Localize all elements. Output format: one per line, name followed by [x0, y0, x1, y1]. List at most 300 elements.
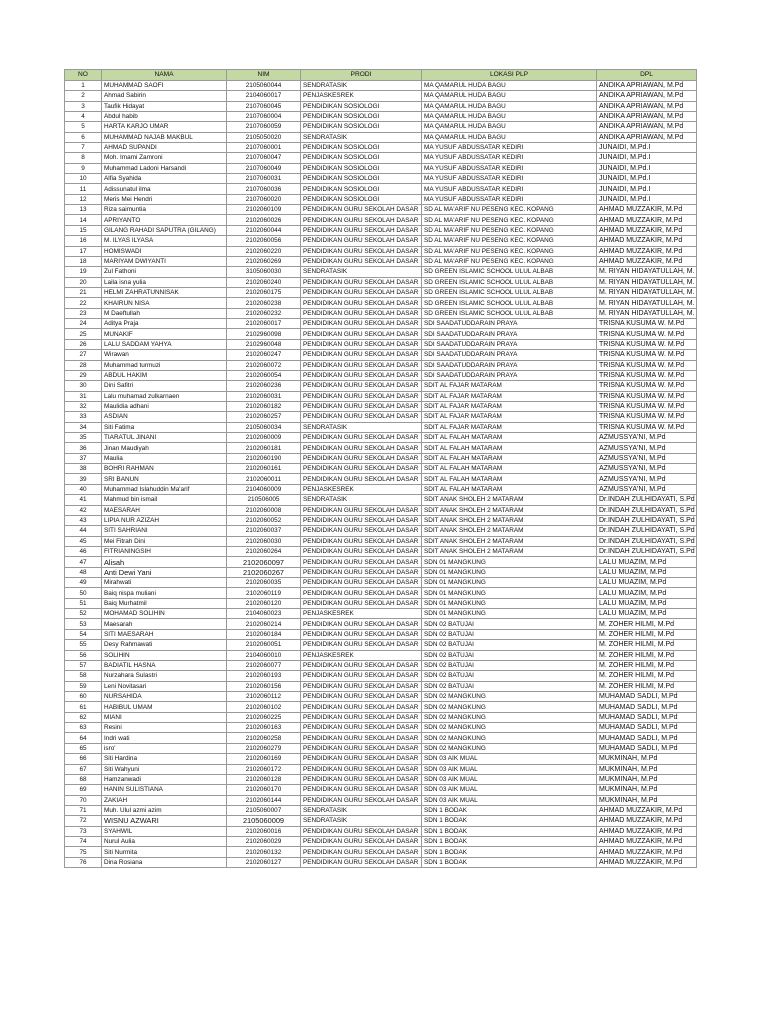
- cell-nama[interactable]: SYAHWIL: [102, 826, 227, 836]
- cell-lokasi-plp[interactable]: SD AL MA'ARIF NU PESENG KEC. KOPANG: [422, 225, 597, 235]
- cell-nama[interactable]: Siti Hardina: [102, 754, 227, 764]
- cell-lokasi-plp[interactable]: SDI SAADATUDDARAIN PRAYA: [422, 329, 597, 339]
- cell-nama[interactable]: WISNU AZWARI: [102, 816, 227, 826]
- cell-dpl[interactable]: M. RIYAN HIDAYATULLAH, M.: [597, 308, 697, 318]
- cell-nim[interactable]: 2104060017: [227, 91, 301, 101]
- cell-nim[interactable]: 2102060232: [227, 308, 301, 318]
- cell-nama[interactable]: Baiq nispa muliani: [102, 588, 227, 598]
- cell-no[interactable]: 69: [65, 785, 102, 795]
- cell-dpl[interactable]: M. ZOHER HILMI, M.Pd: [597, 660, 697, 670]
- cell-nim[interactable]: 3105060030: [227, 267, 301, 277]
- cell-nim[interactable]: 2102060128: [227, 774, 301, 784]
- cell-prodi[interactable]: PENDIDIKAN GURU SEKOLAH DASAR: [301, 567, 422, 577]
- cell-nama[interactable]: Mirahwati: [102, 578, 227, 588]
- cell-nama[interactable]: SITI SAHRIANI: [102, 526, 227, 536]
- cell-prodi[interactable]: PENDIDIKAN SOSIOLOGI: [301, 153, 422, 163]
- cell-nama[interactable]: Riza saimuntia: [102, 205, 227, 215]
- header-nama[interactable]: NAMA: [102, 70, 227, 81]
- cell-lokasi-plp[interactable]: SD AL MA'ARIF NU PESENG KEC. KOPANG: [422, 246, 597, 256]
- cell-no[interactable]: 6: [65, 132, 102, 142]
- cell-lokasi-plp[interactable]: SDIT AL FALAH MATARAM: [422, 433, 597, 443]
- cell-no[interactable]: 71: [65, 805, 102, 815]
- header-no[interactable]: NO: [65, 70, 102, 81]
- cell-nim[interactable]: 2102060009: [227, 433, 301, 443]
- cell-prodi[interactable]: SENDRATASIK: [301, 816, 422, 826]
- cell-prodi[interactable]: PENDIDIKAN GURU SEKOLAH DASAR: [301, 629, 422, 639]
- cell-dpl[interactable]: TRISNA KUSUMA W. M.Pd: [597, 329, 697, 339]
- cell-nim[interactable]: 2102060054: [227, 370, 301, 380]
- cell-nim[interactable]: 2102060102: [227, 702, 301, 712]
- cell-dpl[interactable]: M. ZOHER HILMI, M.Pd: [597, 681, 697, 691]
- cell-lokasi-plp[interactable]: SDN 1 BODAK: [422, 826, 597, 836]
- cell-no[interactable]: 72: [65, 816, 102, 826]
- cell-nama[interactable]: Muhammad turmuzi: [102, 360, 227, 370]
- cell-nama[interactable]: Moh. Imami Zamroni: [102, 153, 227, 163]
- cell-lokasi-plp[interactable]: SDN 01 MANGKUNG: [422, 567, 597, 577]
- cell-nim[interactable]: 2102060238: [227, 298, 301, 308]
- cell-nama[interactable]: AHMAD SUPANDI: [102, 142, 227, 152]
- cell-no[interactable]: 70: [65, 795, 102, 805]
- cell-nim[interactable]: 2102060077: [227, 660, 301, 670]
- cell-nama[interactable]: ZAKIAH: [102, 795, 227, 805]
- cell-lokasi-plp[interactable]: SDIT ANAK SHOLEH 2 MATARAM: [422, 536, 597, 546]
- cell-lokasi-plp[interactable]: SDN 1 BODAK: [422, 847, 597, 857]
- cell-nim[interactable]: 2107060059: [227, 122, 301, 132]
- cell-nama[interactable]: Desy Rahmawati: [102, 640, 227, 650]
- cell-nim[interactable]: 2105060009: [227, 816, 301, 826]
- cell-prodi[interactable]: PENDIDIKAN GURU SEKOLAH DASAR: [301, 671, 422, 681]
- cell-dpl[interactable]: M. ZOHER HILMI, M.Pd: [597, 619, 697, 629]
- cell-prodi[interactable]: PENDIDIKAN GURU SEKOLAH DASAR: [301, 360, 422, 370]
- cell-nim[interactable]: 2102060264: [227, 546, 301, 556]
- cell-prodi[interactable]: PENDIDIKAN GURU SEKOLAH DASAR: [301, 370, 422, 380]
- cell-no[interactable]: 60: [65, 692, 102, 702]
- cell-nama[interactable]: Alisah: [102, 557, 227, 567]
- cell-dpl[interactable]: ANDIKA APRIAWAN, M.Pd: [597, 111, 697, 121]
- cell-nim[interactable]: 2102060279: [227, 743, 301, 753]
- cell-nama[interactable]: HELMI ZAHRATUNNISAK: [102, 287, 227, 297]
- cell-nama[interactable]: Dini Safitri: [102, 381, 227, 391]
- cell-prodi[interactable]: PENDIDIKAN GURU SEKOLAH DASAR: [301, 785, 422, 795]
- cell-prodi[interactable]: PENJASKESREK: [301, 609, 422, 619]
- cell-nama[interactable]: HARTA KARJO UMAR: [102, 122, 227, 132]
- cell-prodi[interactable]: PENDIDIKAN GURU SEKOLAH DASAR: [301, 536, 422, 546]
- cell-dpl[interactable]: MUHAMAD SADLI, M.Pd: [597, 723, 697, 733]
- cell-no[interactable]: 14: [65, 215, 102, 225]
- cell-nim[interactable]: 2102060030: [227, 536, 301, 546]
- cell-lokasi-plp[interactable]: SDN 1 BODAK: [422, 816, 597, 826]
- cell-dpl[interactable]: M. RIYAN HIDAYATULLAH, M.: [597, 267, 697, 277]
- cell-dpl[interactable]: M. ZOHER HILMI, M.Pd: [597, 650, 697, 660]
- cell-nama[interactable]: Nurul Aulia: [102, 837, 227, 847]
- cell-dpl[interactable]: Dr.INDAH ZULHIDAYATI, S.Pd: [597, 505, 697, 515]
- cell-dpl[interactable]: AHMAD MUZZAKIR, M.Pd: [597, 816, 697, 826]
- cell-dpl[interactable]: Dr.INDAH ZULHIDAYATI, S.Pd: [597, 526, 697, 536]
- cell-dpl[interactable]: AZMUSSYA'NI, M.Pd: [597, 474, 697, 484]
- cell-nim[interactable]: 2104060023: [227, 609, 301, 619]
- header-prodi[interactable]: PRODI: [301, 70, 422, 81]
- cell-prodi[interactable]: PENDIDIKAN GURU SEKOLAH DASAR: [301, 857, 422, 867]
- cell-lokasi-plp[interactable]: SDN 1 BODAK: [422, 837, 597, 847]
- cell-no[interactable]: 46: [65, 546, 102, 556]
- cell-lokasi-plp[interactable]: SDIT AL FAJAR MATARAM: [422, 412, 597, 422]
- cell-dpl[interactable]: ANDIKA APRIAWAN, M.Pd: [597, 132, 697, 142]
- cell-no[interactable]: 8: [65, 153, 102, 163]
- cell-nim[interactable]: 2102060169: [227, 754, 301, 764]
- cell-lokasi-plp[interactable]: SDN 03 AIK MUAL: [422, 795, 597, 805]
- cell-no[interactable]: 73: [65, 826, 102, 836]
- cell-nama[interactable]: MUHAMMAD SAOFI: [102, 80, 227, 90]
- cell-nama[interactable]: TIARATUL JINANI: [102, 433, 227, 443]
- cell-nama[interactable]: Muhammad Islahuddin Ma'arif: [102, 484, 227, 494]
- cell-no[interactable]: 67: [65, 764, 102, 774]
- cell-dpl[interactable]: M. ZOHER HILMI, M.Pd: [597, 640, 697, 650]
- cell-no[interactable]: 25: [65, 329, 102, 339]
- cell-nama[interactable]: Laila isna yulia: [102, 277, 227, 287]
- cell-dpl[interactable]: TRISNA KUSUMA W. M.Pd: [597, 401, 697, 411]
- cell-nim[interactable]: 2102060247: [227, 350, 301, 360]
- cell-nim[interactable]: 2107060047: [227, 153, 301, 163]
- cell-nama[interactable]: APRIYANTO: [102, 215, 227, 225]
- cell-lokasi-plp[interactable]: SDN 01 MANGKUNG: [422, 578, 597, 588]
- cell-no[interactable]: 57: [65, 660, 102, 670]
- cell-dpl[interactable]: Dr.INDAH ZULHIDAYATI, S.Pd: [597, 546, 697, 556]
- cell-lokasi-plp[interactable]: SDIT ANAK SHOLEH 2 MATARAM: [422, 495, 597, 505]
- cell-lokasi-plp[interactable]: SDIT AL FAJAR MATARAM: [422, 381, 597, 391]
- cell-dpl[interactable]: M. ZOHER HILMI, M.Pd: [597, 629, 697, 639]
- cell-dpl[interactable]: LALU MUAZIM, M.Pd: [597, 578, 697, 588]
- cell-lokasi-plp[interactable]: SDIT AL FALAH MATARAM: [422, 484, 597, 494]
- cell-nim[interactable]: 2107060020: [227, 194, 301, 204]
- cell-lokasi-plp[interactable]: SDIT ANAK SHOLEH 2 MATARAM: [422, 505, 597, 515]
- cell-nim[interactable]: 2102060156: [227, 681, 301, 691]
- cell-nama[interactable]: M Daeftullah: [102, 308, 227, 318]
- cell-prodi[interactable]: PENDIDIKAN GURU SEKOLAH DASAR: [301, 319, 422, 329]
- cell-nim[interactable]: 2102060182: [227, 401, 301, 411]
- cell-dpl[interactable]: AHMAD MUZZAKIR, M.Pd: [597, 857, 697, 867]
- cell-prodi[interactable]: PENDIDIKAN GURU SEKOLAH DASAR: [301, 287, 422, 297]
- cell-prodi[interactable]: PENDIDIKAN GURU SEKOLAH DASAR: [301, 712, 422, 722]
- cell-dpl[interactable]: ANDIKA APRIAWAN, M.Pd: [597, 101, 697, 111]
- cell-dpl[interactable]: AHMAD MUZZAKIR, M.Pd: [597, 215, 697, 225]
- cell-lokasi-plp[interactable]: SDN 01 MANGKUNG: [422, 609, 597, 619]
- cell-no[interactable]: 56: [65, 650, 102, 660]
- cell-lokasi-plp[interactable]: SDN 03 AIK MUAL: [422, 754, 597, 764]
- cell-lokasi-plp[interactable]: MA QAMARUL HUDA BAGU: [422, 111, 597, 121]
- cell-no[interactable]: 3: [65, 101, 102, 111]
- cell-prodi[interactable]: SENDRATASIK: [301, 422, 422, 432]
- cell-nim[interactable]: 2102060029: [227, 837, 301, 847]
- cell-nama[interactable]: Aditya Praja: [102, 319, 227, 329]
- cell-dpl[interactable]: AHMAD MUZZAKIR, M.Pd: [597, 236, 697, 246]
- cell-prodi[interactable]: PENDIDIKAN GURU SEKOLAH DASAR: [301, 433, 422, 443]
- cell-nama[interactable]: BADIATIL HASNA: [102, 660, 227, 670]
- cell-dpl[interactable]: M. RIYAN HIDAYATULLAH, M.: [597, 298, 697, 308]
- cell-nim[interactable]: 2102060175: [227, 287, 301, 297]
- cell-nama[interactable]: MOHAMAD SOLIHIN: [102, 609, 227, 619]
- cell-prodi[interactable]: PENDIDIKAN GURU SEKOLAH DASAR: [301, 225, 422, 235]
- cell-nim[interactable]: 2102060181: [227, 443, 301, 453]
- cell-lokasi-plp[interactable]: SDN 02 BATUJAI: [422, 650, 597, 660]
- cell-nim[interactable]: 2102060109: [227, 205, 301, 215]
- cell-lokasi-plp[interactable]: SDN 02 MANGKUNG: [422, 712, 597, 722]
- cell-dpl[interactable]: JUNAIDI, M.Pd.I: [597, 163, 697, 173]
- cell-nim[interactable]: 2102060220: [227, 246, 301, 256]
- cell-lokasi-plp[interactable]: SDN 02 MANGKUNG: [422, 733, 597, 743]
- cell-lokasi-plp[interactable]: SDIT AL FAJAR MATARAM: [422, 391, 597, 401]
- cell-no[interactable]: 4: [65, 111, 102, 121]
- cell-lokasi-plp[interactable]: SDN 01 MANGKUNG: [422, 588, 597, 598]
- cell-no[interactable]: 16: [65, 236, 102, 246]
- cell-prodi[interactable]: PENDIDIKAN GURU SEKOLAH DASAR: [301, 795, 422, 805]
- cell-prodi[interactable]: PENJASKESREK: [301, 650, 422, 660]
- cell-lokasi-plp[interactable]: SDN 1 BODAK: [422, 805, 597, 815]
- cell-dpl[interactable]: LALU MUAZIM, M.Pd: [597, 557, 697, 567]
- cell-nama[interactable]: Meris Mei Hendri: [102, 194, 227, 204]
- cell-lokasi-plp[interactable]: MA YUSUF ABDUSSATAR KEDIRI: [422, 174, 597, 184]
- header-lokasi-plp[interactable]: LOKASI PLP: [422, 70, 597, 81]
- cell-nama[interactable]: ABDUL HAKIM: [102, 370, 227, 380]
- cell-no[interactable]: 28: [65, 360, 102, 370]
- cell-no[interactable]: 49: [65, 578, 102, 588]
- cell-nim[interactable]: 2102060161: [227, 464, 301, 474]
- cell-lokasi-plp[interactable]: SDN 02 BATUJAI: [422, 629, 597, 639]
- cell-nama[interactable]: HOMISWADI: [102, 246, 227, 256]
- cell-no[interactable]: 55: [65, 640, 102, 650]
- cell-lokasi-plp[interactable]: SDN 03 AIK MUAL: [422, 764, 597, 774]
- cell-prodi[interactable]: PENDIDIKAN GURU SEKOLAH DASAR: [301, 588, 422, 598]
- cell-dpl[interactable]: AZMUSSYA'NI, M.Pd: [597, 484, 697, 494]
- cell-nim[interactable]: 210506005: [227, 495, 301, 505]
- cell-lokasi-plp[interactable]: SD GREEN ISLAMIC SCHOOL ULUL ALBAB: [422, 277, 597, 287]
- cell-prodi[interactable]: PENDIDIKAN GURU SEKOLAH DASAR: [301, 837, 422, 847]
- cell-nim[interactable]: 2102060269: [227, 256, 301, 266]
- cell-lokasi-plp[interactable]: MA QAMARUL HUDA BAGU: [422, 132, 597, 142]
- cell-dpl[interactable]: TRISNA KUSUMA W. M.Pd: [597, 339, 697, 349]
- cell-dpl[interactable]: TRISNA KUSUMA W. M.Pd: [597, 370, 697, 380]
- cell-no[interactable]: 21: [65, 287, 102, 297]
- cell-nim[interactable]: 2102060172: [227, 764, 301, 774]
- cell-dpl[interactable]: AZMUSSYA'NI, M.Pd: [597, 443, 697, 453]
- cell-no[interactable]: 11: [65, 184, 102, 194]
- cell-lokasi-plp[interactable]: SDN 02 MANGKUNG: [422, 723, 597, 733]
- cell-dpl[interactable]: AHMAD MUZZAKIR, M.Pd: [597, 225, 697, 235]
- cell-prodi[interactable]: PENDIDIKAN SOSIOLOGI: [301, 184, 422, 194]
- cell-prodi[interactable]: PENDIDIKAN GURU SEKOLAH DASAR: [301, 298, 422, 308]
- cell-lokasi-plp[interactable]: MA YUSUF ABDUSSATAR KEDIRI: [422, 142, 597, 152]
- cell-nama[interactable]: Maesarah: [102, 619, 227, 629]
- cell-nim[interactable]: 2102060257: [227, 412, 301, 422]
- cell-dpl[interactable]: MUHAMAD SADLI, M.Pd: [597, 712, 697, 722]
- cell-dpl[interactable]: AZMUSSYA'NI, M.Pd: [597, 464, 697, 474]
- cell-dpl[interactable]: TRISNA KUSUMA W. M.Pd: [597, 422, 697, 432]
- cell-lokasi-plp[interactable]: SDN 01 MANGKUNG: [422, 557, 597, 567]
- cell-prodi[interactable]: PENDIDIKAN GURU SEKOLAH DASAR: [301, 733, 422, 743]
- cell-prodi[interactable]: PENDIDIKAN GURU SEKOLAH DASAR: [301, 464, 422, 474]
- cell-no[interactable]: 74: [65, 837, 102, 847]
- cell-nama[interactable]: ASDIAN: [102, 412, 227, 422]
- cell-prodi[interactable]: PENDIDIKAN GURU SEKOLAH DASAR: [301, 381, 422, 391]
- cell-nim[interactable]: 2102060035: [227, 578, 301, 588]
- cell-nama[interactable]: Dina Rosiana: [102, 857, 227, 867]
- cell-dpl[interactable]: MUHAMAD SADLI, M.Pd: [597, 702, 697, 712]
- cell-no[interactable]: 19: [65, 267, 102, 277]
- cell-prodi[interactable]: PENDIDIKAN SOSIOLOGI: [301, 174, 422, 184]
- cell-prodi[interactable]: PENDIDIKAN GURU SEKOLAH DASAR: [301, 412, 422, 422]
- cell-nim[interactable]: 2107060031: [227, 174, 301, 184]
- cell-lokasi-plp[interactable]: SD GREEN ISLAMIC SCHOOL ULUL ALBAB: [422, 298, 597, 308]
- cell-nama[interactable]: BOHRI RAHMAN: [102, 464, 227, 474]
- cell-no[interactable]: 40: [65, 484, 102, 494]
- cell-nama[interactable]: SITI MAESARAH: [102, 629, 227, 639]
- cell-prodi[interactable]: PENDIDIKAN GURU SEKOLAH DASAR: [301, 350, 422, 360]
- cell-dpl[interactable]: TRISNA KUSUMA W. M.Pd: [597, 412, 697, 422]
- cell-lokasi-plp[interactable]: SDN 02 BATUJAI: [422, 640, 597, 650]
- cell-dpl[interactable]: ANDIKA APRIAWAN, M.Pd: [597, 91, 697, 101]
- cell-lokasi-plp[interactable]: SDIT ANAK SHOLEH 2 MATARAM: [422, 515, 597, 525]
- cell-no[interactable]: 38: [65, 464, 102, 474]
- cell-nim[interactable]: 2104060010: [227, 650, 301, 660]
- cell-prodi[interactable]: SENDRATASIK: [301, 267, 422, 277]
- cell-no[interactable]: 75: [65, 847, 102, 857]
- cell-nim[interactable]: 2102060052: [227, 515, 301, 525]
- cell-nim[interactable]: 2107060045: [227, 101, 301, 111]
- cell-prodi[interactable]: PENDIDIKAN SOSIOLOGI: [301, 122, 422, 132]
- cell-prodi[interactable]: PENDIDIKAN GURU SEKOLAH DASAR: [301, 578, 422, 588]
- cell-nim[interactable]: 2102060214: [227, 619, 301, 629]
- cell-dpl[interactable]: AZMUSSYA'NI, M.Pd: [597, 453, 697, 463]
- cell-nama[interactable]: Ahmad Sabirin: [102, 91, 227, 101]
- cell-dpl[interactable]: AHMAD MUZZAKIR, M.Pd: [597, 205, 697, 215]
- cell-dpl[interactable]: MUKMINAH, M.Pd: [597, 785, 697, 795]
- cell-lokasi-plp[interactable]: MA YUSUF ABDUSSATAR KEDIRI: [422, 163, 597, 173]
- cell-no[interactable]: 15: [65, 225, 102, 235]
- cell-nama[interactable]: Mei Fitrah Dini: [102, 536, 227, 546]
- cell-no[interactable]: 9: [65, 163, 102, 173]
- cell-nama[interactable]: isro': [102, 743, 227, 753]
- cell-prodi[interactable]: PENDIDIKAN GURU SEKOLAH DASAR: [301, 660, 422, 670]
- cell-nama[interactable]: Siti Nurmita: [102, 847, 227, 857]
- cell-nama[interactable]: MUNAKIF: [102, 329, 227, 339]
- cell-lokasi-plp[interactable]: MA QAMARUL HUDA BAGU: [422, 101, 597, 111]
- cell-nim[interactable]: 2102060031: [227, 391, 301, 401]
- cell-prodi[interactable]: PENDIDIKAN GURU SEKOLAH DASAR: [301, 236, 422, 246]
- cell-dpl[interactable]: AHMAD MUZZAKIR, M.Pd: [597, 256, 697, 266]
- cell-prodi[interactable]: PENDIDIKAN GURU SEKOLAH DASAR: [301, 256, 422, 266]
- cell-nama[interactable]: Siti Fatima: [102, 422, 227, 432]
- cell-nim[interactable]: 2102060056: [227, 236, 301, 246]
- cell-nim[interactable]: 2102060132: [227, 847, 301, 857]
- cell-no[interactable]: 62: [65, 712, 102, 722]
- cell-nama[interactable]: Anti Dewi Yani: [102, 567, 227, 577]
- cell-nama[interactable]: Hamzanwadi: [102, 774, 227, 784]
- cell-dpl[interactable]: AHMAD MUZZAKIR, M.Pd: [597, 805, 697, 815]
- cell-dpl[interactable]: AHMAD MUZZAKIR, M.Pd: [597, 837, 697, 847]
- cell-nim[interactable]: 2102060190: [227, 453, 301, 463]
- cell-nama[interactable]: M. ILYAS ILYASA: [102, 236, 227, 246]
- cell-nim[interactable]: 2107060049: [227, 163, 301, 173]
- cell-no[interactable]: 76: [65, 857, 102, 867]
- cell-nim[interactable]: 2107060001: [227, 142, 301, 152]
- cell-prodi[interactable]: PENDIDIKAN GURU SEKOLAH DASAR: [301, 526, 422, 536]
- cell-no[interactable]: 17: [65, 246, 102, 256]
- header-dpl[interactable]: DPL: [597, 70, 697, 81]
- cell-no[interactable]: 63: [65, 723, 102, 733]
- cell-nim[interactable]: 2102060051: [227, 640, 301, 650]
- cell-prodi[interactable]: PENDIDIKAN GURU SEKOLAH DASAR: [301, 215, 422, 225]
- cell-nim[interactable]: 2102060240: [227, 277, 301, 287]
- cell-no[interactable]: 24: [65, 319, 102, 329]
- cell-lokasi-plp[interactable]: MA YUSUF ABDUSSATAR KEDIRI: [422, 153, 597, 163]
- cell-dpl[interactable]: JUNAIDI, M.Pd.I: [597, 184, 697, 194]
- cell-lokasi-plp[interactable]: SDN 03 AIK MUAL: [422, 774, 597, 784]
- cell-lokasi-plp[interactable]: SDN 03 AIK MUAL: [422, 785, 597, 795]
- cell-no[interactable]: 23: [65, 308, 102, 318]
- cell-lokasi-plp[interactable]: SD AL MA'ARIF NU PESENG KEC. KOPANG: [422, 256, 597, 266]
- cell-no[interactable]: 54: [65, 629, 102, 639]
- cell-no[interactable]: 37: [65, 453, 102, 463]
- cell-prodi[interactable]: PENDIDIKAN GURU SEKOLAH DASAR: [301, 702, 422, 712]
- cell-no[interactable]: 10: [65, 174, 102, 184]
- cell-nim[interactable]: 2102060119: [227, 588, 301, 598]
- cell-lokasi-plp[interactable]: SDIT ANAK SHOLEH 2 MATARAM: [422, 546, 597, 556]
- cell-prodi[interactable]: PENDIDIKAN GURU SEKOLAH DASAR: [301, 598, 422, 608]
- cell-no[interactable]: 34: [65, 422, 102, 432]
- cell-lokasi-plp[interactable]: SDIT AL FALAH MATARAM: [422, 464, 597, 474]
- cell-nim[interactable]: 2105060007: [227, 805, 301, 815]
- cell-nim[interactable]: 2104060009: [227, 484, 301, 494]
- cell-nama[interactable]: Indri wati: [102, 733, 227, 743]
- cell-prodi[interactable]: SENDRATASIK: [301, 805, 422, 815]
- cell-no[interactable]: 44: [65, 526, 102, 536]
- cell-nim[interactable]: 2105050020: [227, 132, 301, 142]
- cell-dpl[interactable]: Dr.INDAH ZULHIDAYATI, S.Pd: [597, 515, 697, 525]
- cell-no[interactable]: 58: [65, 671, 102, 681]
- cell-no[interactable]: 29: [65, 370, 102, 380]
- cell-nim[interactable]: 2102060184: [227, 629, 301, 639]
- cell-dpl[interactable]: MUHAMAD SADLI, M.Pd: [597, 733, 697, 743]
- cell-prodi[interactable]: PENDIDIKAN SOSIOLOGI: [301, 142, 422, 152]
- cell-nama[interactable]: SRI BANUN: [102, 474, 227, 484]
- cell-nim[interactable]: 2102060225: [227, 712, 301, 722]
- cell-no[interactable]: 43: [65, 515, 102, 525]
- cell-lokasi-plp[interactable]: SDN 02 BATUJAI: [422, 619, 597, 629]
- cell-nama[interactable]: Jinan Maudiyah: [102, 443, 227, 453]
- cell-dpl[interactable]: LALU MUAZIM, M.Pd: [597, 598, 697, 608]
- cell-prodi[interactable]: PENDIDIKAN GURU SEKOLAH DASAR: [301, 329, 422, 339]
- cell-lokasi-plp[interactable]: SDI SAADATUDDARAIN PRAYA: [422, 350, 597, 360]
- cell-nim[interactable]: 2102960098: [227, 329, 301, 339]
- cell-lokasi-plp[interactable]: SDN 02 MANGKUNG: [422, 743, 597, 753]
- cell-nim[interactable]: 2102060097: [227, 557, 301, 567]
- cell-lokasi-plp[interactable]: SDN 02 MANGKUNG: [422, 692, 597, 702]
- cell-nama[interactable]: LIPIA NUR AZIZAH: [102, 515, 227, 525]
- cell-prodi[interactable]: SENDRATASIK: [301, 80, 422, 90]
- cell-dpl[interactable]: ANDIKA APRIAWAN, M.Pd: [597, 80, 697, 90]
- cell-nama[interactable]: Zul Fathoni: [102, 267, 227, 277]
- cell-lokasi-plp[interactable]: SD GREEN ISLAMIC SCHOOL ULUL ALBAB: [422, 287, 597, 297]
- cell-prodi[interactable]: PENDIDIKAN GURU SEKOLAH DASAR: [301, 764, 422, 774]
- cell-nim[interactable]: 2102060170: [227, 785, 301, 795]
- cell-prodi[interactable]: PENDIDIKAN GURU SEKOLAH DASAR: [301, 277, 422, 287]
- cell-nama[interactable]: Muhammad Ladoni Harsandi: [102, 163, 227, 173]
- cell-no[interactable]: 59: [65, 681, 102, 691]
- cell-nim[interactable]: 2102060017: [227, 319, 301, 329]
- cell-prodi[interactable]: PENDIDIKAN GURU SEKOLAH DASAR: [301, 401, 422, 411]
- cell-nama[interactable]: Maulidia adhani: [102, 401, 227, 411]
- cell-dpl[interactable]: MUKMINAH, M.Pd: [597, 774, 697, 784]
- cell-dpl[interactable]: TRISNA KUSUMA W. M.Pd: [597, 350, 697, 360]
